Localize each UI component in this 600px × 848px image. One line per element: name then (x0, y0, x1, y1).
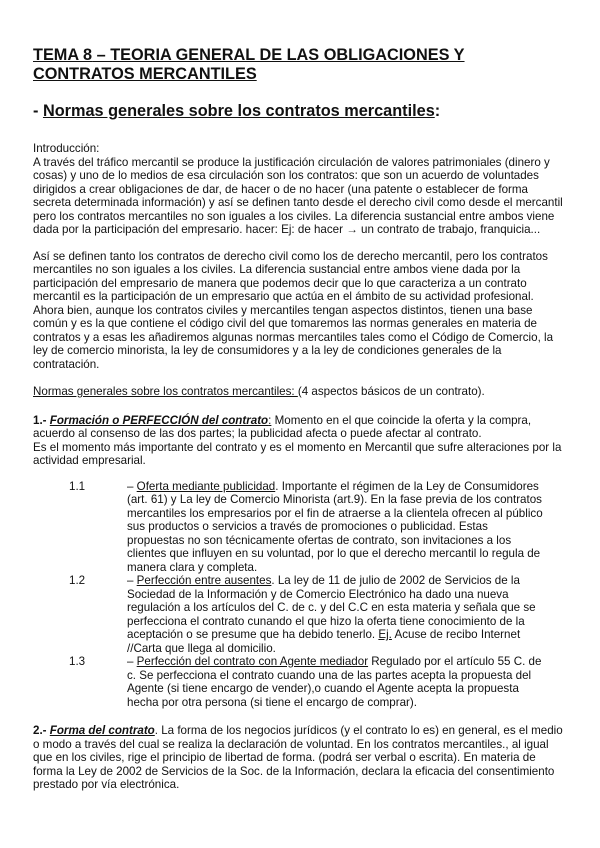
subsection-label: Perfección del contrato con Agente mediador (136, 655, 369, 668)
intro-label: Introducción: (33, 142, 100, 155)
section-1-colon: : (268, 413, 272, 427)
subsection-body: . La ley de 11 de julio de 2002 de Servicios de la Sociedad de la Información y de Comercio Electrónico ha dado una nueva regulación a los artículos del C. de c. y del C.C en esta materia y señala que se perfecciona el contrato cunando el que hizo la oferta tiene conocimiento de la aceptación o se presume que ha debido tenerlo. (127, 574, 536, 641)
section-1 (33, 414, 565, 710)
subsection-text (127, 574, 547, 655)
section-2-text (33, 724, 565, 792)
subsection-number: 1.2 (69, 574, 86, 587)
subsection-1-2 (33, 574, 565, 655)
subsection-label: Perfección entre ausentes (136, 574, 272, 587)
title-topic-number: TEMA 8 (33, 46, 93, 64)
intro-paragraph-1: A través del tráfico mercantil se produce la justificación circulación de valores patrimoniales (dinero y cosas) y uno de lo medios de esa circulación son los contratos: que son un acuerdo de voluntades dirigidos a crear obligaciones de dar, de hacer o de no hacer (una patente o establecer de forma secreta determinada información) y así se definen tanto desde el derecho civil como desde el mercantil pero los contratos mercantiles no son iguales a los civiles. La diferencia sustancial entre ambos viene dada por la participación del empresario. hacer: Ej: de hacer → un contrato de trabajo, franquicia... (33, 155, 563, 236)
section-1-number: 1.- (33, 413, 50, 427)
subsection-body: Regulado por el artículo 55 C. de c. Se perfecciona el contrato cuando una de las partes acepta la propuesta del Agente (si tiene encargo de vender),o cuando el Agente acepta la propuesta hecha por otra persona (si tiene el encargo de comprar). (127, 655, 542, 709)
section-2 (33, 724, 565, 792)
section-2-body: . La forma de los negocios jurídicos (y el contrato lo es) en general, es el medio o modo a través del cual se realiza la declaración de voluntad. En los contratos mercantiles., al igual que en los civiles, rige el principio de libertad de forma. (podrá ser verbal o escrita). En materia de forma la Ley de 2002 de Servicios de la Soc. de la Información, declara la eficacia del consentimiento prestado por vía electrónica. (33, 724, 563, 791)
section-1-text-2: Es el momento más importante del contrato y es el momento en Mercantil que sufre alteraciones por la actividad empresarial. (33, 440, 562, 467)
subsection-body-2: Acuse de recibo Internet //Carta que llega al domicilio. (127, 628, 521, 655)
subsection-dash: – (127, 574, 137, 587)
section-1-text-1: Momento en el que coincide la oferta y la compra, acuerdo al consenso de las dos partes; la publicidad afecta o puede afectar al contrato. (33, 413, 532, 440)
example-label: Ej. (378, 628, 392, 641)
norms-heading-underlined: Normas generales sobre los contratos mercantiles: (33, 385, 298, 398)
subsection-label: Oferta mediante publicidad (136, 479, 276, 493)
section-2-heading: Forma del contrato (49, 724, 155, 737)
document-page (33, 46, 565, 792)
norms-heading (33, 385, 565, 399)
subsection-1-3 (33, 655, 565, 709)
subsection-body: . Importante el régimen de la Ley de Consumidores (art. 61) y La ley de Comercio Minorista (art.9). En la fase previa de los contratos mercantiles los empresarios por el fin de atraerse a la clientela ofrecen al público sus productos o servicios a través de promociones o publicidad. Estas propuestas no son técnicamente ofertas de contrato, son invitaciones a los clientes que influyen en su voluntad, por lo que el derecho mercantil lo regula de manera clara y completa. (127, 479, 543, 574)
norms-heading-rest: (4 aspectos básicos de un contrato). (297, 385, 485, 398)
document-title (33, 46, 565, 84)
subtitle-colon: : (434, 102, 441, 120)
subsection-dash: – (127, 655, 137, 668)
section-1-heading: Formación o PERFECCIÓN del contrato (49, 413, 269, 427)
subtitle-dash: - (33, 102, 43, 120)
section-1-intro (33, 414, 565, 441)
subtitle-text: Normas generales sobre los contratos mercantiles (42, 102, 435, 120)
section-subtitle (33, 102, 565, 121)
subsection-1-1 (33, 480, 565, 575)
subsection-number: 1.3 (69, 655, 86, 668)
title-text: – TEORIA GENERAL DE LAS OBLIGACIONES Y CONTRATOS MERCANTILES (33, 46, 465, 83)
subsection-text (127, 655, 547, 709)
section-2-number: 2.- (33, 724, 50, 737)
intro-paragraph-2: Así se definen tanto los contratos de derecho civil como los de derecho mercantil, pero los contratos mercantiles no son iguales a los civiles. La diferencia sustancial entre ambos viene dada por la participación del empresario de manera que podemos decir que lo que caracteriza a un contrato mercantil es la participación de un empresario que actúa en el ámbito de su actividad profesional. Ahora bien, aunque los contratos civiles y mercantiles tengan aspectos distintos, tienen una base común y es la que contiene el código civil del que tomaremos las normas generales en materia de contratos y a esas les añadiremos algunas normas mercantiles tales como el Código de Comercio, la ley de comercio minorista, la ley de consumidores y a la ley de condiciones generales de la contratación. (33, 249, 554, 371)
subsection-text (127, 480, 547, 575)
subsection-dash: – (127, 479, 137, 493)
subsection-number: 1.1 (69, 479, 86, 493)
